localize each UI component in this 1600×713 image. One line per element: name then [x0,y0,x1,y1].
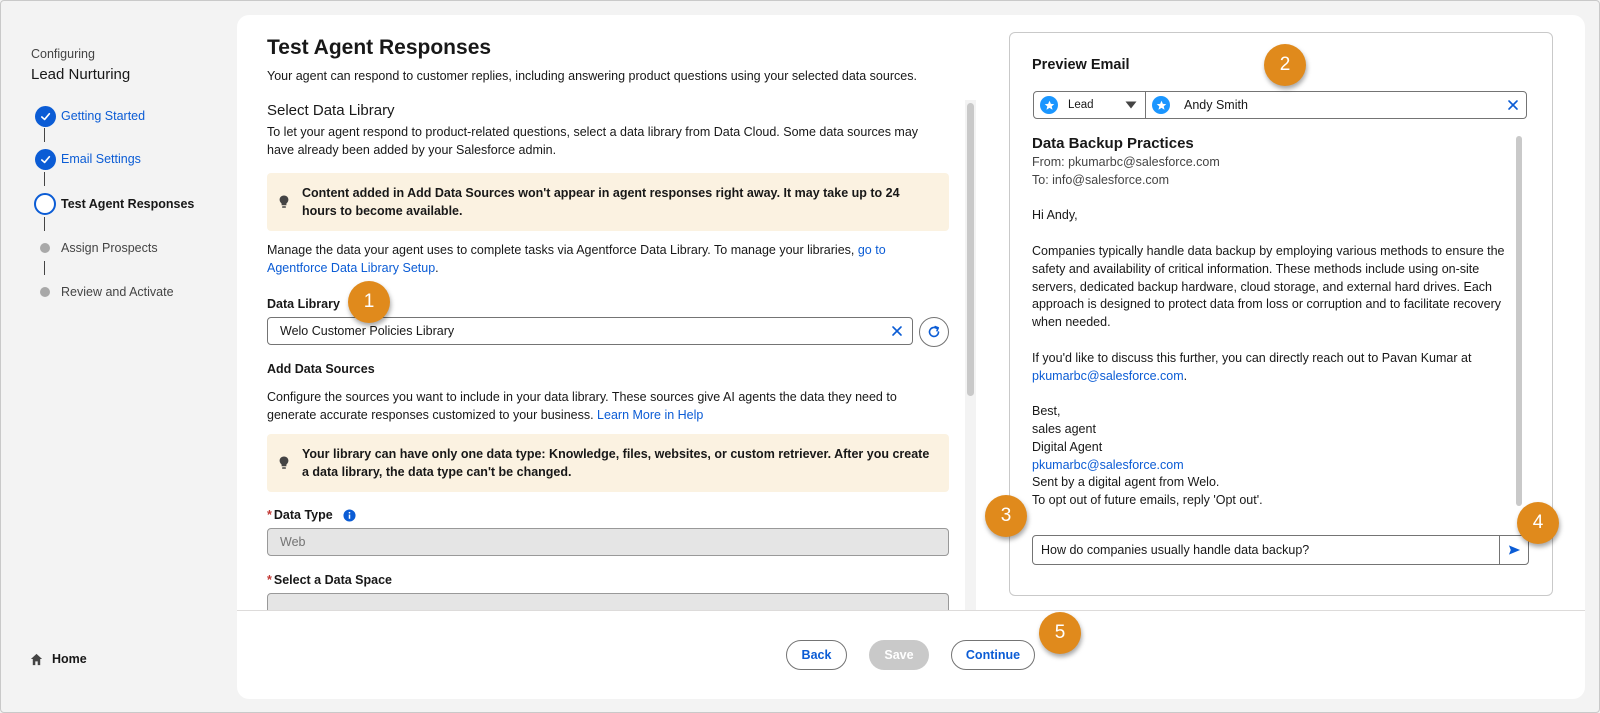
step-label: Review and Activate [61,285,174,299]
data-library-label: Data Library [267,297,340,311]
home-label: Home [52,652,87,666]
notice-content-delay [267,173,949,231]
step-connector [44,217,45,231]
checkmark-icon [35,106,56,127]
notice-data-type [267,434,949,492]
home-link[interactable] [30,652,87,666]
preview-scrollbar[interactable] [1516,136,1522,506]
email-greeting: Hi Andy, [1032,208,1078,223]
add-sources-title: Add Data Sources [267,362,375,376]
email-signature: Best, sales agent Digital Agent pkumarbc@salesforce.com Sent by a digital agent from Welo. To opt out of future emails, reply 'Opt out'. [1032,404,1263,508]
required-mark: * [267,573,272,587]
data-library-setup-link[interactable]: Agentforce Data Library Setup [267,260,436,275]
email-to: To: info@salesforce.com [1032,172,1170,187]
notice-line: a data library, the data type can't be changed. [302,465,572,479]
email-paragraph: If you'd like to discuss this further, you can directly reach out to Pavan Kumar at pkumarbc@salesforce.com. [1032,350,1472,383]
data-space-label: * Select a Data Space [267,573,392,587]
pending-step-icon [40,287,50,297]
configuring-title: Lead Nurturing [31,66,131,83]
configuring-label: Configuring [31,47,95,61]
refresh-icon [927,325,941,339]
current-step-icon [34,193,56,215]
page-subtitle: Your agent can respond to customer replies, including answering product questions using your selected data sources. [267,69,917,83]
notice-line: Your library can have only one data type: Knowledge, files, websites, or custom retriever. After you create [302,447,930,461]
step-review-and-activate[interactable] [34,281,174,303]
step-email-settings[interactable] [34,148,141,170]
record-field[interactable] [1146,92,1526,118]
step-label: Test Agent Responses [61,197,195,211]
email-link[interactable]: pkumarbc@salesforce.com [1032,457,1184,472]
recipient-lookup[interactable] [1033,91,1527,119]
customer-reply-input[interactable] [1032,535,1529,565]
clear-icon[interactable] [890,324,904,338]
object-type-value: Lead [1068,99,1094,111]
data-space-input[interactable] [267,593,949,610]
send-icon [1508,544,1521,556]
preview-title: Preview Email [1032,57,1130,73]
data-type-label: * Data Type [267,508,356,522]
email-link[interactable]: pkumarbc@salesforce.com [1032,368,1184,383]
add-sources-description: Configure the sources you want to include in your data library. These sources give AI agents the data they need to generate accurate responses customized to your business. Learn More in Help [267,390,897,422]
callout-badge: 2 [1264,44,1306,86]
lead-icon [1152,96,1170,114]
callout-badge: 5 [1039,612,1081,654]
checkmark-icon [35,149,56,170]
callout-badge: 1 [348,281,390,323]
section-description: To let your agent respond to product-related questions, select a data library from Data Cloud. Some data sources may have already been added by your Salesforce admin. [267,125,919,157]
notice-line: hours to become available. [302,204,463,218]
footer-divider [237,610,1585,611]
data-library-value: Welo Customer Policies Library [280,324,455,338]
step-label: Getting Started [61,109,146,123]
step-getting-started[interactable] [34,105,145,127]
form-scrollbar-thumb[interactable] [967,103,974,396]
section-title: Select Data Library [267,102,395,119]
continue-button[interactable]: Continue [951,640,1035,670]
notice-line: Content added in Add Data Sources won't appear in agent responses right away. It may take up to 24 [302,186,900,200]
lightbulb-icon [279,456,289,470]
home-icon [30,653,43,666]
step-connector [44,261,45,275]
email-preview-body [1032,134,1512,514]
data-type-input [267,528,949,556]
record-name: Andy Smith [1184,98,1248,112]
info-icon[interactable] [343,509,356,522]
step-test-agent-responses[interactable] [34,193,194,215]
reply-text[interactable]: How do companies usually handle data backup? [1041,543,1310,557]
callout-badge: 3 [985,495,1027,537]
callout-badge: 4 [1517,502,1559,544]
email-subject: Data Backup Practices [1032,135,1194,152]
refresh-button[interactable] [919,317,949,347]
save-button[interactable]: Save [869,640,929,670]
data-library-form [267,100,949,610]
pending-step-icon [40,243,50,253]
lead-icon [1040,96,1058,114]
data-library-setup-link[interactable]: go to [857,243,886,257]
back-button[interactable]: Back [786,640,847,670]
caret-down-icon [1125,101,1137,109]
step-connector [44,128,45,142]
step-label: Email Settings [61,152,141,166]
learn-more-link[interactable]: Learn More in Help [597,407,704,422]
step-label: Assign Prospects [61,241,158,255]
send-button[interactable] [1499,536,1528,564]
page-title: Test Agent Responses [267,36,492,59]
setup-sidebar [0,0,237,713]
object-type-select[interactable] [1034,92,1146,118]
lightbulb-icon [279,195,289,209]
email-from: From: pkumarbc@salesforce.com [1032,155,1220,169]
required-mark: * [267,508,272,522]
manage-data-text: Manage the data your agent uses to complete tasks via Agentforce Data Library. To manage your libraries, go to Agentforce Data Library Setup. [267,243,886,275]
clear-icon[interactable] [1506,98,1520,112]
step-assign-prospects[interactable] [34,237,158,259]
data-type-value: Web [280,535,306,549]
email-paragraph: Companies typically handle data backup by employing various methods to ensure the safety and availability of critical information. These methods include using on-site servers, dedicated backup hardware, cloud storage, and external hard drives. Each approach is designed to protect data from loss or corruption and to facilitate recovery when needed. [1032,243,1505,330]
step-connector [44,172,45,186]
